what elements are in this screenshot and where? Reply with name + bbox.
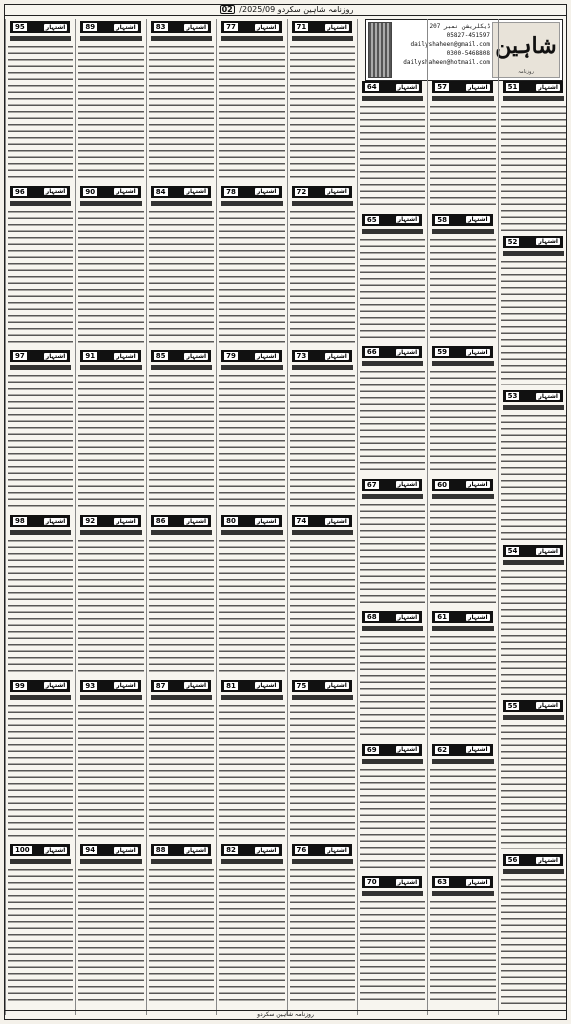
notice-number: 86 [155, 517, 166, 525]
notice-header [80, 350, 140, 362]
notice-number: 95 [15, 23, 25, 31]
notice-header [432, 214, 492, 226]
notice-number: 68 [366, 613, 377, 622]
notice-headline [362, 626, 423, 631]
notice-headline [362, 494, 423, 499]
notice-body-text [149, 703, 214, 840]
notice-headline [503, 405, 564, 410]
notice-headline [80, 201, 141, 206]
notice-tag: اشتہار [186, 846, 207, 854]
notice-header [80, 21, 140, 33]
notice-headline [80, 36, 141, 41]
notice-body-text [430, 899, 495, 1004]
notice-number: 91 [85, 352, 96, 361]
notice-headline [292, 365, 353, 370]
notice-header [221, 680, 281, 692]
notice-number: 99 [15, 681, 25, 690]
notice-body-text [78, 538, 143, 675]
notice-body-text [360, 634, 425, 739]
notice-headline [503, 560, 564, 565]
notice-body-text [290, 44, 355, 181]
notice-header [10, 186, 70, 198]
notice-body-text [430, 369, 495, 474]
notice-headline [292, 201, 353, 206]
notice-number: 77 [226, 23, 236, 31]
notice-number: 58 [437, 215, 447, 224]
notice-body-text [360, 899, 425, 1004]
notice-body-text [78, 867, 143, 1004]
notice-headline [432, 229, 493, 234]
notice-number: 53 [507, 392, 518, 401]
notice-header [151, 350, 211, 362]
notice-tag: اشتہار [467, 878, 488, 886]
notice-tag: اشتہار [256, 682, 277, 690]
notice-header [80, 844, 140, 856]
notice-tag: اشتہار [397, 746, 418, 754]
notice-body-text [360, 502, 425, 607]
notice-headline [10, 36, 71, 41]
footer-text: روزنامہ شاہین سکردو [257, 1011, 314, 1018]
notice-body-text [501, 259, 566, 386]
notice-headline [362, 361, 423, 366]
notice-headline [362, 759, 423, 764]
notice-tag: اشتہار [186, 682, 207, 690]
notice-headline [10, 201, 71, 206]
notice-body-text [501, 104, 566, 231]
notice-body-text [149, 44, 214, 181]
notice-header [10, 21, 70, 33]
notice-body-text [360, 369, 425, 474]
notice-headline [503, 715, 564, 720]
notice-number: 57 [437, 83, 447, 91]
notice-header [10, 680, 70, 692]
news-column [216, 19, 286, 1015]
notice-tag: اشتہار [256, 846, 277, 854]
notice-body-text [430, 502, 495, 607]
notice-headline [10, 365, 71, 370]
notice-body-text [219, 867, 284, 1004]
notice-headline [221, 859, 282, 864]
notice-header [362, 346, 422, 358]
registration-number: ڈیکلریشن نمبر 207 [429, 23, 490, 30]
notice-tag: اشتہار [45, 682, 66, 690]
notice-headline [432, 626, 493, 631]
phone-2: 0300-5468808 [446, 50, 490, 57]
notice-header [503, 390, 563, 402]
notice-headline [151, 695, 212, 700]
notice-body-text [501, 413, 566, 540]
notice-number: 87 [155, 681, 166, 690]
notice-body-text [501, 723, 566, 850]
notice-number: 85 [155, 352, 166, 361]
notice-tag: اشتہار [256, 23, 277, 31]
notice-tag: اشتہار [116, 517, 136, 525]
date-text: روزنامہ شاہین سکردو 2025/09/ [239, 5, 354, 14]
news-column [75, 19, 145, 1015]
notice-body-text [430, 237, 495, 342]
page-date-line [5, 5, 566, 16]
notice-header [362, 81, 422, 93]
notice-body-text [290, 703, 355, 840]
notice-number: 80 [226, 517, 236, 525]
notice-headline [292, 859, 353, 864]
newspaper-page [4, 4, 567, 1020]
notice-header [221, 844, 281, 856]
notice-body-text [78, 209, 143, 346]
notice-body-text [290, 867, 355, 1004]
notice-tag: اشتہار [45, 352, 66, 360]
notice-body-text [8, 703, 73, 840]
notice-body-text [501, 877, 566, 1004]
notice-headline [80, 695, 141, 700]
notice-tag: اشتہار [45, 517, 66, 525]
notice-tag: اشتہار [45, 23, 66, 31]
notice-tag: اشتہار [538, 702, 558, 710]
notice-number: 96 [15, 187, 25, 196]
notice-header [362, 479, 422, 491]
notice-header [432, 479, 492, 491]
notice-headline [221, 695, 282, 700]
notice-tag: اشتہار [116, 682, 136, 690]
notice-header [292, 350, 352, 362]
notice-header [80, 186, 140, 198]
email-2: dailyshaheen@hotmail.com [403, 59, 490, 66]
notice-number: 64 [366, 83, 377, 91]
news-column [287, 19, 357, 1015]
notice-header [292, 186, 352, 198]
notice-tag: اشتہار [397, 83, 418, 91]
notice-tag: اشتہار [116, 23, 136, 31]
notice-headline [503, 96, 564, 101]
notice-tag: اشتہار [538, 392, 558, 400]
notice-headline [151, 201, 212, 206]
email-1: dailyshaheen@gmail.com [410, 41, 490, 48]
notice-headline [292, 530, 353, 535]
notice-header [151, 515, 211, 527]
notice-headline [80, 365, 141, 370]
notice-body-text [78, 373, 143, 510]
notice-tag: اشتہار [327, 517, 347, 525]
notice-headline [151, 859, 212, 864]
notice-body-text [290, 209, 355, 346]
notice-number: 84 [155, 187, 166, 196]
notice-header [151, 680, 211, 692]
notice-header [362, 876, 422, 888]
notice-headline [362, 891, 423, 896]
notice-number: 75 [296, 681, 307, 690]
notice-number: 100 [15, 846, 30, 855]
notice-number: 70 [366, 878, 377, 887]
notice-number: 81 [226, 681, 236, 690]
notice-header [432, 876, 492, 888]
news-column [498, 19, 568, 1015]
notice-header [151, 186, 211, 198]
notice-headline [10, 859, 71, 864]
logo-subtitle: روزنامہ [518, 69, 534, 75]
notice-headline [432, 494, 493, 499]
notice-body-text [430, 767, 495, 872]
logo-title: شاہین [495, 33, 557, 59]
notice-number: 54 [507, 547, 518, 555]
notice-number: 51 [507, 83, 518, 91]
notice-header [432, 611, 492, 623]
notice-tag: اشتہار [45, 846, 66, 854]
notice-number: 93 [85, 681, 96, 690]
notice-body-text [360, 237, 425, 342]
notice-tag: اشتہار [397, 481, 418, 489]
notice-headline [432, 361, 493, 366]
notice-number: 74 [296, 517, 307, 525]
notice-number: 55 [507, 701, 518, 710]
notice-body-text [219, 44, 284, 181]
notice-number: 69 [366, 745, 377, 754]
notice-body-text [8, 373, 73, 510]
notice-tag: اشتہار [397, 348, 418, 356]
notice-header [292, 515, 352, 527]
notice-headline [151, 530, 212, 535]
notice-tag: اشتہار [538, 547, 558, 555]
notice-number: 61 [437, 613, 447, 622]
notice-header [362, 744, 422, 756]
notice-header [10, 350, 70, 362]
notice-header [221, 186, 281, 198]
notice-body-text [8, 538, 73, 675]
notice-number: 56 [507, 856, 518, 865]
notice-headline [10, 530, 71, 535]
notice-header [503, 854, 563, 866]
news-column [5, 19, 75, 1015]
notice-header [221, 515, 281, 527]
page-footer [5, 1010, 566, 1019]
notice-headline [503, 251, 564, 256]
notice-body-text [290, 373, 355, 510]
notice-headline [292, 695, 353, 700]
notice-headline [503, 869, 564, 874]
notice-body-text [8, 44, 73, 181]
notice-number: 62 [437, 745, 447, 754]
notice-header [10, 515, 70, 527]
notice-number: 89 [85, 23, 96, 31]
notice-tag: اشتہار [397, 216, 418, 224]
notice-number: 78 [226, 187, 236, 196]
notice-headline [80, 530, 141, 535]
notice-tag: اشتہار [327, 682, 347, 690]
notice-body-text [430, 104, 495, 209]
notice-body-text [219, 209, 284, 346]
notice-tag: اشتہار [538, 856, 558, 864]
notice-body-text [149, 867, 214, 1004]
notice-tag: اشتہار [538, 238, 558, 246]
news-column [146, 19, 216, 1015]
notice-header [292, 844, 352, 856]
notice-tag: اشتہار [186, 352, 207, 360]
notice-header [10, 844, 70, 856]
notice-headline [221, 201, 282, 206]
notice-tag: اشتہار [116, 352, 136, 360]
notice-tag: اشتہار [467, 481, 488, 489]
notice-tag: اشتہار [186, 188, 207, 196]
notice-header [292, 21, 352, 33]
notice-headline [221, 365, 282, 370]
notice-header [80, 680, 140, 692]
notice-tag: اشتہار [467, 348, 488, 356]
notice-tag: اشتہار [327, 23, 347, 31]
news-column [427, 19, 497, 1015]
notice-header [292, 680, 352, 692]
notice-header [432, 81, 492, 93]
notice-body-text [78, 703, 143, 840]
notice-number: 67 [366, 480, 377, 489]
notice-tag: اشتہار [256, 188, 277, 196]
notice-header [432, 744, 492, 756]
notice-header [362, 611, 422, 623]
notice-tag: اشتہار [397, 613, 418, 621]
notice-number: 83 [155, 23, 166, 31]
notice-number: 82 [226, 846, 236, 855]
notice-number: 66 [366, 348, 377, 357]
notice-body-text [149, 209, 214, 346]
notice-body-text [219, 703, 284, 840]
notice-headline [221, 36, 282, 41]
news-column [357, 19, 427, 1015]
notice-number: 59 [437, 348, 447, 357]
notice-tag: اشتہار [327, 188, 347, 196]
phone-1: 05827-451597 [446, 32, 490, 39]
notice-tag: اشتہار [45, 188, 66, 196]
notice-number: 98 [15, 517, 25, 525]
notice-tag: اشتہار [116, 188, 136, 196]
notice-headline [221, 530, 282, 535]
notice-headline [362, 96, 423, 101]
notice-tag: اشتہار [186, 517, 207, 525]
notice-headline [292, 36, 353, 41]
notice-body-text [8, 209, 73, 346]
notice-number: 79 [226, 352, 236, 361]
notice-headline [362, 229, 423, 234]
notice-headline [10, 695, 71, 700]
notice-tag: اشتہار [327, 846, 347, 854]
notice-tag: اشتہار [538, 83, 558, 91]
notice-body-text [360, 104, 425, 209]
notice-body-text [8, 867, 73, 1004]
notice-header [503, 81, 563, 93]
notice-tag: اشتہار [467, 83, 488, 91]
notice-header [362, 214, 422, 226]
notice-headline [432, 96, 493, 101]
notice-number: 94 [85, 846, 96, 855]
notice-header [432, 346, 492, 358]
notice-number: 63 [437, 878, 447, 887]
notice-number: 90 [85, 187, 96, 196]
notice-header [221, 21, 281, 33]
notice-body-text [78, 44, 143, 181]
notice-number: 71 [296, 23, 307, 31]
notice-headline [151, 36, 212, 41]
notice-header [221, 350, 281, 362]
notice-number: 97 [15, 352, 25, 361]
notice-number: 76 [296, 846, 307, 855]
notice-headline [151, 365, 212, 370]
notice-headline [432, 759, 493, 764]
notice-number: 52 [507, 237, 518, 246]
notice-body-text [219, 538, 284, 675]
notice-tag: اشتہار [327, 352, 347, 360]
notice-tag: اشتہار [397, 878, 418, 886]
notice-tag: اشتہار [186, 23, 207, 31]
notice-header [503, 236, 563, 248]
notice-header [151, 844, 211, 856]
notice-number: 88 [155, 846, 166, 855]
notice-number: 72 [296, 187, 307, 196]
notice-tag: اشتہار [116, 846, 136, 854]
notice-number: 92 [85, 517, 96, 525]
notice-tag: اشتہار [256, 352, 277, 360]
notice-body-text [430, 634, 495, 739]
notice-header [80, 515, 140, 527]
notice-number: 60 [437, 480, 447, 489]
notice-body-text [360, 767, 425, 872]
notice-body-text [149, 538, 214, 675]
notice-body-text [290, 538, 355, 675]
notice-tag: اشتہار [467, 746, 488, 754]
notice-tag: اشتہار [467, 216, 488, 224]
notice-body-text [501, 568, 566, 695]
notice-tag: اشتہار [256, 517, 277, 525]
notice-header [503, 545, 563, 557]
notice-headline [432, 891, 493, 896]
notice-header [503, 700, 563, 712]
notice-tag: اشتہار [467, 613, 488, 621]
notice-number: 65 [366, 215, 377, 224]
page-number: 02 [221, 5, 233, 14]
notice-body-text [219, 373, 284, 510]
notice-number: 73 [296, 352, 307, 361]
notice-header [151, 21, 211, 33]
notice-body-text [149, 373, 214, 510]
notice-headline [80, 859, 141, 864]
